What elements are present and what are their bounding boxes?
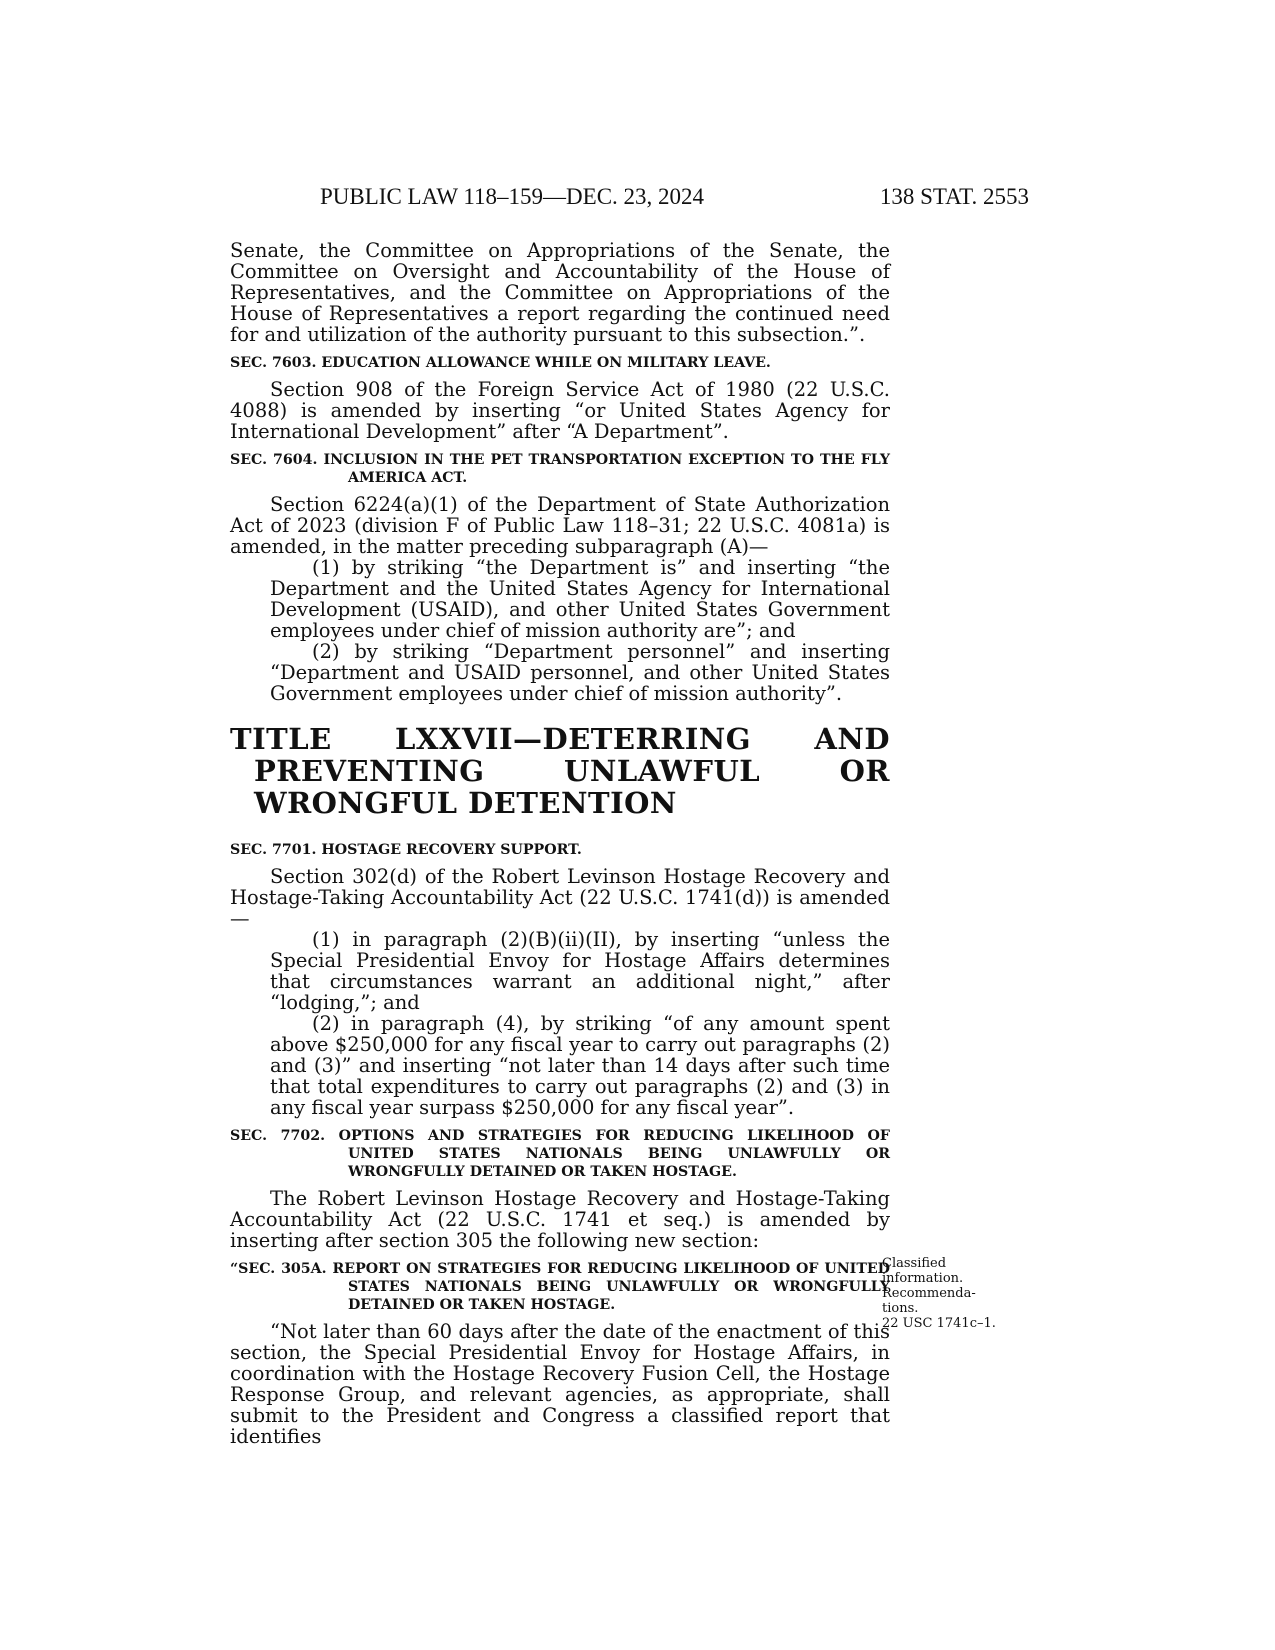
page-number: 138 STAT. 2553	[879, 184, 1029, 209]
margin-note	[882, 1256, 1012, 1331]
section-heading-7604: SEC. 7604. INCLUSION IN THE PET TRANSPORTATION EXCEPTION TO THE FLY AMERICA ACT.	[230, 452, 890, 486]
margin-note-line: information.	[882, 1271, 964, 1286]
title-heading: TITLE LXXVII—DETERRING AND PREVENTING UNLAWFUL OR WRONGFUL DETENTION	[230, 722, 890, 820]
section-7604-item-1: (1) by striking “the Department is” and inserting “the Department and the United States Agency for International Development (USAID), and other United States Government employees under chief of mission authority are”; and	[270, 556, 890, 642]
margin-note-line: Classified	[882, 1256, 947, 1271]
section-7701-item-1: (1) in paragraph (2)(B)(ii)(II), by inserting “unless the Special Presidential Envoy for Hostage Affairs determines that circumstances warrant an additional night,” after “lodging,”; and	[270, 928, 890, 1014]
section-7702-text: The Robert Levinson Hostage Recovery and Hostage-Taking Accountability Act (22 U.S.C. 1741 et seq.) is amended by inserting after section 305 the following new section:	[230, 1187, 890, 1252]
section-heading-7702: SEC. 7702. OPTIONS AND STRATEGIES FOR REDUCING LIKELIHOOD OF UNITED STATES NATIONALS BEING UNLAWFULLY OR WRONGFULLY DETAINED OR TAKEN HOSTAGE.	[230, 1128, 890, 1180]
page-header	[0, 184, 1275, 214]
section-7604-intro: Section 6224(a)(1) of the Department of State Authorization Act of 2023 (division F of Public Law 118–31; 22 U.S.C. 4081a) is amended, in the matter preceding subparagraph (A)—	[230, 493, 890, 558]
margin-note-line: 22 USC 1741c–1.	[882, 1316, 996, 1331]
margin-note-line: Recommenda-	[882, 1286, 976, 1301]
section-7604-item-2: (2) by striking “Department personnel” and inserting “Department and USAID personnel, and other United States Government employees under chief of mission authority”.	[270, 640, 890, 705]
section-heading-305a: “SEC. 305A. REPORT ON STRATEGIES FOR REDUCING LIKELIHOOD OF UNITED STATES NATIONALS BEING UNLAWFULLY OR WRONGFULLY DETAINED OR TAKEN HOSTAGE.	[230, 1261, 890, 1313]
section-305a-text: “Not later than 60 days after the date of the enactment of this section, the Special Presidential Envoy for Hostage Affairs, in coordination with the Hostage Recovery Fusion Cell, the Hostage Response Group, and relevant agencies, as appropriate, shall submit to the President and Congress a classified report that identifies	[230, 1320, 890, 1448]
section-7603-text: Section 908 of the Foreign Service Act of 1980 (22 U.S.C. 4088) is amended by inserting “or United States Agency for International Development” after “A Department”.	[230, 378, 890, 443]
margin-note-line: tions.	[882, 1301, 919, 1316]
page-body	[230, 240, 890, 1447]
section-7701-intro: Section 302(d) of the Robert Levinson Hostage Recovery and Hostage-Taking Accountability Act (22 U.S.C. 1741(d)) is amended—	[230, 865, 890, 930]
section-heading-7701: SEC. 7701. HOSTAGE RECOVERY SUPPORT.	[230, 842, 582, 858]
running-head: PUBLIC LAW 118–159—DEC. 23, 2024	[320, 184, 705, 209]
continuation-paragraph: Senate, the Committee on Appropriations of the Senate, the Committee on Oversight and Accountability of the House of Representatives, and the Committee on Appropriations of the House of Representatives a report regarding the continued need for and utilization of the authority pursuant to this subsection.”.	[230, 239, 890, 346]
section-heading-7603: SEC. 7603. EDUCATION ALLOWANCE WHILE ON MILITARY LEAVE.	[230, 355, 771, 371]
section-7701-item-2: (2) in paragraph (4), by striking “of any amount spent above $250,000 for any fiscal year to carry out paragraphs (2) and (3)” and inserting “not later than 14 days after such time that total expenditures to carry out paragraphs (2) and (3) in any fiscal year surpass $250,000 for any fiscal year”.	[270, 1012, 890, 1119]
